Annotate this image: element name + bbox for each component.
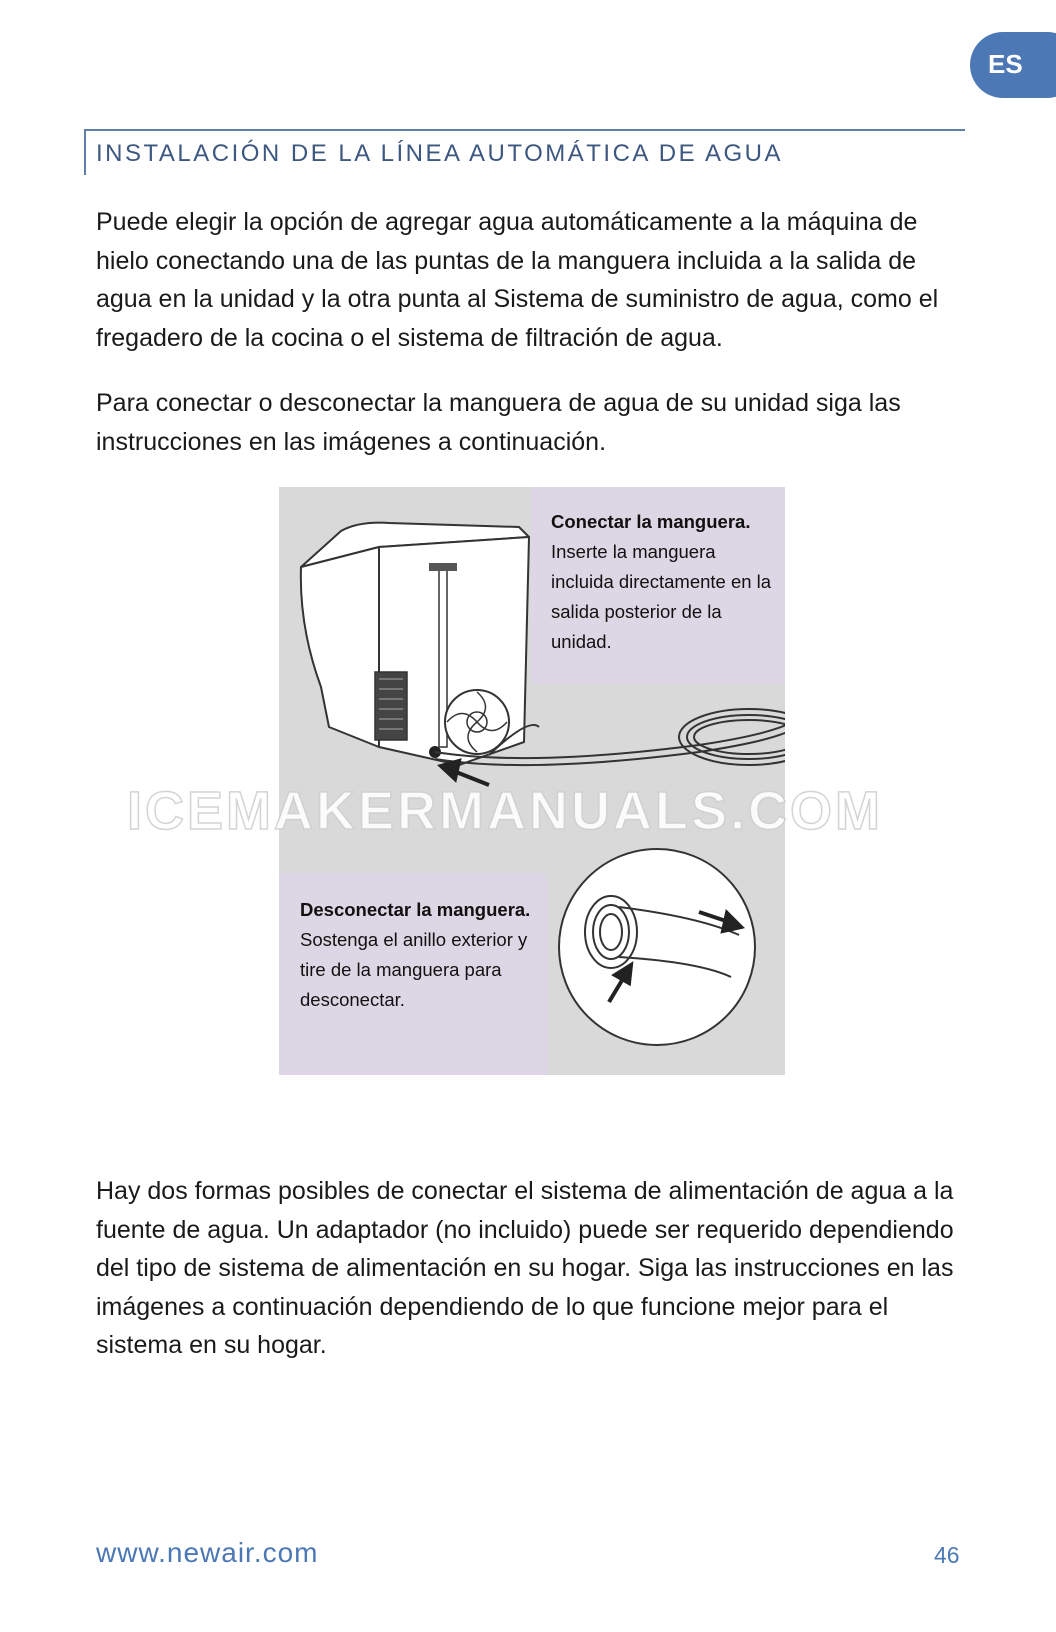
page-number: 46 [934, 1542, 960, 1568]
footer-url[interactable]: www.newair.com [96, 1537, 319, 1568]
connect-hose-callout [531, 487, 785, 683]
section-title-bar [84, 129, 86, 175]
supply-options-paragraph: Hay dos formas posibles de conectar el sistema de alimentación de agua a la fuente de agua. Un adaptador (no incluido) puede ser requerido dependiendo del tipo de sistema de alimentación en su hogar. Siga las instrucciones en las imágenes a continuación dependiendo de lo que funcione mejor para el sistema en su hogar. [96, 1177, 954, 1359]
disconnect-hose-callout [279, 873, 547, 1075]
disconnect-hose-heading: Desconectar la manguera. [300, 899, 531, 920]
watermark: ICEMAKERMANUALS.COM [127, 781, 883, 841]
connect-hose-heading: Conectar la manguera. [551, 511, 751, 532]
section-title-rule [84, 129, 965, 131]
section-title: INSTALACIÓN DE LA LÍNEA AUTOMÁTICA DE AGUA [96, 140, 783, 167]
intro-paragraph: Puede elegir la opción de agregar agua automáticamente a la máquina de hielo conectando una de las puntas de la manguera incluida a la salida de agua en la unidad y la otra punta al Sistema de suministro de agua, como el fregadero de la cocina o el sistema de filtración de agua. [96, 208, 939, 352]
language-tab [970, 32, 1056, 98]
language-label: ES [988, 49, 1023, 79]
connect-instructions-paragraph: Para conectar o desconectar la manguera de agua de su unidad siga las instrucciones en las imágenes a continuación. [96, 389, 901, 456]
connect-hose-body: Inserte la manguera incluida directamente en la salida posterior de la unidad. [551, 541, 772, 652]
disconnect-hose-body: Sostenga el anillo exterior y tire de la manguera para desconectar. [300, 929, 528, 1010]
